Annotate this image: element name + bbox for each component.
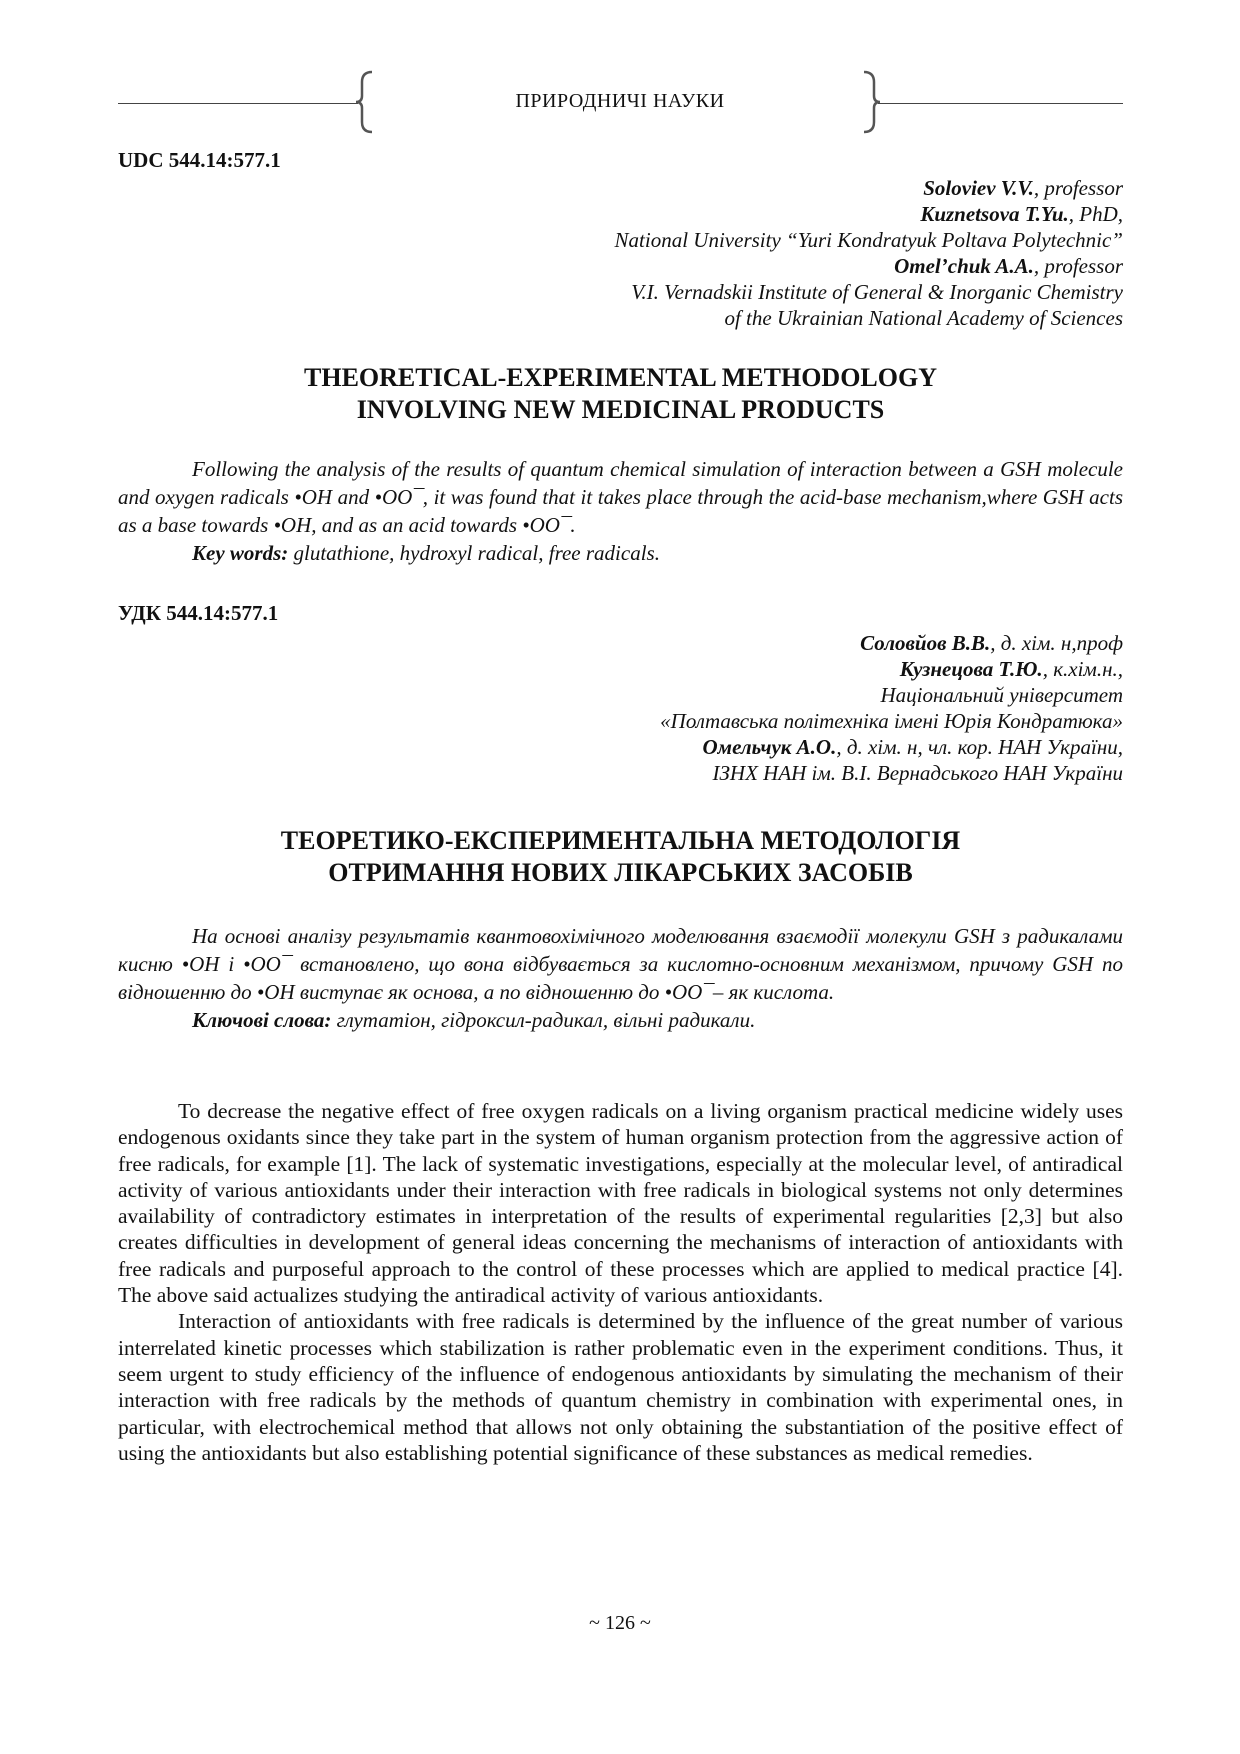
author-block-ua	[660, 630, 1123, 786]
author-line: Soloviev V.V., professor	[923, 176, 1123, 200]
abstract-en	[118, 455, 1123, 567]
body-paragraph: To decrease the negative effect of free oxygen radicals on a living organism practical medicine widely uses endogenous oxidants since they take part in the system of human organism protection from the aggressive action of free radicals, for example [1]. The lack of systematic investigations, especially at the molecular level, of antiradical activity of various antioxidants under their interaction with free radicals in biological systems not only determines availability of contradictory estimates in interpretation of the results of experimental regularities [2,3] but also creates difficulties in development of general ideas concerning the mechanisms of interaction of antioxidants with free radicals and purposeful approach to the control of these processes which are applied to medical practice [4]. The above said actualizes studying the antiradical activity of various antioxidants.	[118, 1099, 1123, 1308]
abstract-ua	[118, 922, 1123, 1034]
affiliation-line: National University “Yuri Kondratyuk Poltava Polytechnic”	[614, 228, 1123, 252]
author-line: Omel’chuk A.A., professor	[894, 254, 1123, 278]
author-line: Кузнецова Т.Ю., к.хім.н.,	[899, 657, 1123, 681]
page-number: ~ 126 ~	[589, 1612, 651, 1634]
affiliation-line: V.I. Vernadskii Institute of General & Inorganic Chemistry	[631, 280, 1123, 304]
author-line: Омельчук А.О., д. хім. н, чл. кор. НАН України,	[702, 735, 1123, 759]
author-line: Соловйов В.В., д. хім. н,проф	[860, 631, 1123, 655]
udc-code-en: UDC 544.14:577.1	[118, 148, 281, 172]
header-rule-left	[118, 103, 358, 104]
author-block-en	[615, 175, 1123, 331]
body-text	[118, 1098, 1123, 1466]
right-brace-ornament	[860, 70, 880, 134]
affiliation-line: of the Ukrainian National Academy of Sciences	[724, 306, 1123, 330]
abstract-text: Following the analysis of the results of quantum chemical simulation of interaction between a GSH molecule and oxygen radicals •OH and •OO¯, it was found that it takes place through the acid-base mechanism,where GSH acts as a base towards •OH, and as an acid towards •OO¯.	[118, 457, 1123, 537]
affiliation-line: «Полтавська політехніка імені Юрія Кондратюка»	[660, 709, 1123, 733]
keywords-ua: Ключові слова: глутатіон, гідроксил-радикал, вільні радикали.	[192, 1008, 756, 1032]
header-rule-right	[878, 103, 1123, 104]
affiliation-line: ІЗНХ НАН ім. В.І. Вернадського НАН України	[712, 761, 1123, 785]
udc-code-ua: УДК 544.14:577.1	[118, 601, 279, 625]
affiliation-line: Національний університет	[880, 683, 1123, 707]
abstract-text: На основі аналізу результатів квантовохімічного моделювання взаємодії молекули GSH з радикалами кисню •OH і •OO¯ встановлено, що вона відбувається за кислотно-основним механізмом, причому GSH по відношенню до •OH виступає як основа, а по відношенню до •OO¯– як кислота.	[118, 924, 1123, 1004]
article-title-en: THEORETICAL-EXPERIMENTAL METHODOLOGY INVOLVING NEW MEDICINAL PRODUCTS	[304, 363, 937, 424]
keywords-en: Key words: glutathione, hydroxyl radical, free radicals.	[192, 541, 660, 565]
author-line: Kuznetsova T.Yu., PhD,	[920, 202, 1123, 226]
body-paragraph: Interaction of antioxidants with free radicals is determined by the influence of the great number of various interrelated kinetic processes which stabilization is rather problematic even in the experiment conditions. Thus, it seem urgent to study efficiency of the influence of endogenous antioxidants by simulating the mechanism of their interaction with free radicals by the methods of quantum chemistry in combination with experimental ones, in particular, with electrochemical method that allows not only obtaining the substantiation of the positive effect of using the antioxidants but also establishing potential significance of these substances as medical remedies.	[118, 1309, 1123, 1465]
running-head: ПРИРОДНИЧІ НАУКИ	[515, 90, 725, 112]
article-title-ua: ТЕОРЕТИКО-ЕКСПЕРИМЕНТАЛЬНА МЕТОДОЛОГІЯ ОТРИМАННЯ НОВИХ ЛІКАРСЬКИХ ЗАСОБІВ	[280, 826, 961, 887]
